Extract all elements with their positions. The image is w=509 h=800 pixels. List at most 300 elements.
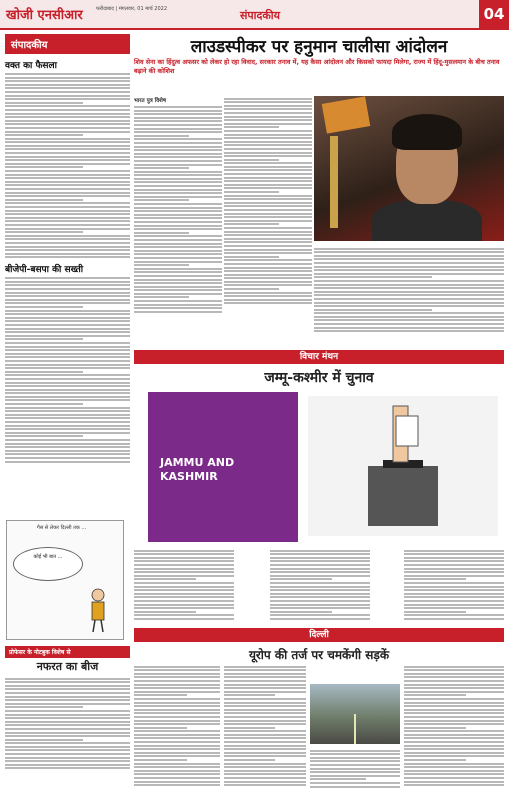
- text-line: [5, 753, 130, 755]
- text-line: [310, 786, 400, 788]
- text-line: [5, 706, 83, 708]
- story-title-2: बीजेपी-बसपा की सख्ती: [5, 265, 84, 276]
- text-line: [5, 432, 130, 434]
- text-line: [5, 159, 130, 161]
- text-line: [270, 604, 370, 606]
- text-line: [5, 760, 130, 762]
- text-line: [224, 101, 312, 103]
- text-line: [134, 149, 222, 151]
- text-line: [5, 714, 130, 716]
- text-line: [134, 253, 222, 255]
- text-line: [404, 607, 504, 609]
- text-line: [134, 666, 220, 668]
- text-line: [224, 169, 312, 171]
- text-line: [134, 128, 222, 130]
- text-line: [404, 578, 466, 580]
- person-body: [372, 200, 482, 241]
- text-line: [5, 767, 130, 769]
- text-line: [5, 302, 130, 304]
- text-line: [5, 392, 130, 394]
- text-line: [270, 607, 370, 609]
- text-line: [224, 155, 312, 157]
- text-line: [5, 256, 130, 258]
- text-line: [5, 242, 130, 244]
- text-line: [404, 730, 504, 732]
- text-line: [404, 727, 466, 729]
- text-line: [5, 353, 130, 355]
- text-line: [314, 319, 504, 321]
- text-line: [224, 116, 312, 118]
- cartoon-figure-icon: [83, 587, 113, 633]
- text-line: [224, 98, 312, 100]
- text-line: [5, 407, 130, 409]
- text-line: [310, 760, 400, 762]
- text-line: [134, 279, 222, 281]
- text-line: [310, 764, 400, 766]
- text-line: [270, 600, 370, 602]
- text-line: [224, 148, 312, 150]
- text-line: [224, 173, 312, 175]
- text-line: [134, 311, 222, 313]
- text-line: [134, 307, 222, 309]
- text-line: [5, 403, 83, 405]
- text-line: [5, 692, 130, 694]
- text-line: [5, 277, 130, 279]
- delhi-body-4: [310, 748, 400, 789]
- text-line: [5, 746, 130, 748]
- text-line: [314, 294, 504, 296]
- text-line: [134, 553, 234, 555]
- text-line: [224, 727, 275, 729]
- text-line: [134, 167, 189, 169]
- text-line: [134, 560, 234, 562]
- text-line: [134, 110, 222, 112]
- text-line: [310, 771, 400, 773]
- text-line: [134, 207, 222, 209]
- text-line: [224, 216, 312, 218]
- text-line: [5, 177, 130, 179]
- text-line: [5, 235, 130, 237]
- text-line: [5, 174, 130, 176]
- text-line: [5, 428, 130, 430]
- masthead: [0, 0, 509, 30]
- text-line: [224, 205, 312, 207]
- text-line: [134, 763, 220, 765]
- text-line: [224, 126, 279, 128]
- text-line: [224, 238, 312, 240]
- section-band-delhi: दिल्ली: [134, 628, 504, 642]
- text-line: [5, 131, 130, 133]
- text-line: [5, 457, 130, 459]
- text-line: [5, 374, 130, 376]
- text-line: [404, 716, 504, 718]
- text-line: [310, 778, 366, 780]
- text-line: [5, 73, 130, 75]
- text-line: [224, 720, 306, 722]
- text-line: [224, 123, 312, 125]
- text-line: [314, 316, 504, 318]
- text-line: [270, 553, 370, 555]
- text-line: [5, 192, 130, 194]
- lead-column-2-text: [224, 98, 312, 305]
- text-line: [134, 304, 222, 306]
- text-line: [224, 112, 312, 114]
- text-line: [5, 371, 83, 373]
- lead-photo: [314, 96, 504, 241]
- text-line: [5, 156, 130, 158]
- text-line: [224, 299, 312, 301]
- text-line: [134, 257, 222, 259]
- editorial-label: संपादकीय: [5, 34, 130, 54]
- text-line: [5, 443, 130, 445]
- text-line: [5, 749, 130, 751]
- text-line: [224, 748, 306, 750]
- text-line: [5, 735, 130, 737]
- text-line: [404, 734, 504, 736]
- text-line: [314, 287, 504, 289]
- text-line: [5, 414, 130, 416]
- text-line: [5, 105, 130, 107]
- text-line: [134, 564, 234, 566]
- text-line: [224, 234, 312, 236]
- text-line: [314, 269, 504, 271]
- text-line: [224, 745, 306, 747]
- text-line: [224, 680, 306, 682]
- text-line: [224, 691, 306, 693]
- text-line: [5, 739, 83, 741]
- text-line: [224, 184, 312, 186]
- text-line: [134, 289, 222, 291]
- text-line: [5, 685, 130, 687]
- text-line: [134, 676, 220, 678]
- lead-deck: शिव सेना का हिंदुत्व अफसर को लेकर हो रहा विवाद, सरकार तनाव में, यह कैसा आंदोलन और किसको फायदा मिलेगा, राज्य में हिंदू-मुसलमान के बीच तनाव बढ़ाने की कोशिश: [134, 58, 500, 75]
- text-line: [224, 687, 306, 689]
- text-line: [134, 264, 189, 266]
- text-line: [404, 600, 504, 602]
- text-line: [404, 705, 504, 707]
- text-line: [270, 560, 370, 562]
- text-line: [5, 764, 130, 766]
- text-line: [134, 593, 234, 595]
- text-line: [134, 228, 222, 230]
- text-line: [404, 702, 504, 704]
- text-line: [314, 291, 504, 293]
- text-line: [404, 568, 504, 570]
- text-line: [5, 152, 130, 154]
- text-line: [310, 782, 400, 784]
- text-line: [404, 676, 504, 678]
- text-line: [270, 589, 370, 591]
- text-line: [5, 446, 130, 448]
- delhi-headline: यूरोप की तर्ज पर चमकेंगी सड़कें: [248, 648, 390, 662]
- text-line: [5, 396, 130, 398]
- text-line: [404, 766, 504, 768]
- text-line: [5, 732, 130, 734]
- text-line: [404, 593, 504, 595]
- text-line: [404, 614, 504, 616]
- text-line: [5, 313, 130, 315]
- text-line: [310, 750, 400, 752]
- text-line: [270, 564, 370, 566]
- text-line: [224, 784, 306, 786]
- text-line: [134, 734, 220, 736]
- text-line: [224, 673, 306, 675]
- text-line: [404, 691, 504, 693]
- text-line: [134, 748, 220, 750]
- text-line: [224, 295, 312, 297]
- text-line: [134, 117, 222, 119]
- text-line: [270, 611, 332, 613]
- text-line: [134, 669, 220, 671]
- text-line: [224, 712, 306, 714]
- text-line: [134, 611, 196, 613]
- speech-bubble: कोई भी बात ...: [13, 547, 83, 581]
- text-line: [5, 728, 130, 730]
- text-line: [134, 705, 220, 707]
- page-number: 04: [479, 0, 509, 28]
- text-line: [310, 757, 400, 759]
- text-line: [224, 213, 312, 215]
- text-line: [5, 721, 130, 723]
- text-line: [134, 135, 189, 137]
- ballot-hand-icon: [308, 396, 498, 536]
- text-line: [5, 450, 130, 452]
- text-line: [404, 550, 504, 552]
- text-line: [5, 91, 130, 93]
- text-line: [5, 385, 130, 387]
- text-line: [224, 187, 312, 189]
- text-line: [314, 251, 504, 253]
- text-line: [5, 356, 130, 358]
- text-line: [224, 256, 279, 258]
- text-line: [224, 195, 312, 197]
- text-line: [224, 231, 312, 233]
- text-line: [134, 268, 222, 270]
- text-line: [5, 77, 130, 79]
- column-body: [5, 676, 130, 771]
- text-line: [404, 589, 504, 591]
- text-line: [224, 284, 312, 286]
- text-line: [224, 220, 312, 222]
- text-line: [134, 192, 222, 194]
- text-line: [5, 757, 130, 759]
- text-line: [404, 618, 504, 620]
- text-line: [224, 723, 306, 725]
- text-line: [270, 586, 370, 588]
- text-line: [270, 575, 370, 577]
- text-line: [5, 349, 130, 351]
- text-line: [224, 245, 312, 247]
- story-body-1: [5, 73, 130, 258]
- text-line: [5, 378, 130, 380]
- text-line: [224, 755, 306, 757]
- text-line: [404, 752, 504, 754]
- text-line: [134, 142, 222, 144]
- map-label-line-1: JAMMU AND: [160, 456, 235, 469]
- text-line: [404, 720, 504, 722]
- text-line: [404, 748, 504, 750]
- story-body-2: [5, 277, 130, 462]
- text-line: [134, 600, 234, 602]
- text-line: [5, 120, 130, 122]
- text-line: [404, 586, 504, 588]
- text-line: [224, 198, 312, 200]
- delhi-body-2: [224, 664, 306, 788]
- text-line: [224, 270, 312, 272]
- text-line: [224, 177, 312, 179]
- text-line: [224, 302, 312, 304]
- text-line: [134, 730, 220, 732]
- text-line: [310, 753, 400, 755]
- text-line: [404, 741, 504, 743]
- text-line: [134, 673, 220, 675]
- jk-map: [148, 392, 298, 542]
- text-line: [224, 288, 279, 290]
- text-line: [5, 246, 130, 248]
- text-line: [5, 188, 130, 190]
- text-line: [134, 293, 222, 295]
- text-line: [5, 717, 130, 719]
- editorial-cartoon: [6, 520, 124, 640]
- text-line: [5, 210, 130, 212]
- text-line: [5, 324, 130, 326]
- text-line: [404, 673, 504, 675]
- text-line: [134, 106, 222, 108]
- text-line: [404, 755, 504, 757]
- text-line: [134, 131, 222, 133]
- text-line: [310, 768, 400, 770]
- text-line: [5, 699, 130, 701]
- text-line: [270, 593, 370, 595]
- text-line: [134, 766, 220, 768]
- text-line: [314, 323, 504, 325]
- text-line: [134, 784, 220, 786]
- text-line: [5, 417, 130, 419]
- text-line: [134, 199, 189, 201]
- text-line: [224, 698, 306, 700]
- text-line: [314, 266, 504, 268]
- text-line: [5, 249, 130, 251]
- text-line: [224, 676, 306, 678]
- text-line: [224, 277, 312, 279]
- text-line: [134, 243, 222, 245]
- text-line: [5, 281, 130, 283]
- delhi-body-3: [404, 664, 504, 788]
- text-line: [314, 273, 504, 275]
- text-line: [134, 568, 234, 570]
- lead-column-2: [224, 96, 312, 338]
- text-line: [134, 755, 220, 757]
- text-line: [5, 399, 130, 401]
- text-line: [404, 698, 504, 700]
- text-line: [314, 255, 504, 257]
- text-line: [270, 596, 370, 598]
- text-line: [134, 261, 222, 263]
- text-line: [224, 191, 279, 193]
- text-line: [5, 338, 83, 340]
- text-line: [404, 575, 504, 577]
- text-line: [134, 146, 222, 148]
- text-line: [134, 702, 220, 704]
- text-line: [404, 777, 504, 779]
- text-line: [134, 716, 220, 718]
- text-line: [224, 709, 306, 711]
- text-line: [224, 694, 275, 696]
- text-line: [314, 276, 432, 278]
- text-line: [5, 228, 130, 230]
- text-line: [404, 770, 504, 772]
- text-line: [5, 184, 130, 186]
- text-line: [5, 435, 83, 437]
- text-line: [5, 306, 83, 308]
- text-line: [224, 162, 312, 164]
- jk-headline: जम्मू-कश्मीर में चुनाव: [264, 370, 374, 386]
- text-line: [5, 439, 130, 441]
- text-line: [134, 235, 222, 237]
- text-line: [5, 421, 130, 423]
- text-line: [404, 759, 466, 761]
- text-line: [134, 727, 187, 729]
- text-line: [5, 681, 130, 683]
- text-line: [5, 195, 130, 197]
- text-line: [5, 310, 130, 312]
- text-line: [5, 170, 130, 172]
- text-line: [134, 575, 234, 577]
- byline: भारत पुत्र विशेष: [134, 98, 167, 104]
- text-line: [134, 723, 220, 725]
- text-line: [5, 80, 130, 82]
- text-line: [5, 138, 130, 140]
- delhi-body-1: [134, 664, 220, 788]
- person-hair: [392, 114, 462, 150]
- text-line: [134, 225, 222, 227]
- text-line: [224, 734, 306, 736]
- text-line: [134, 684, 220, 686]
- text-line: [5, 217, 130, 219]
- mace-shape: [330, 136, 338, 228]
- text-line: [224, 292, 312, 294]
- text-line: [134, 752, 220, 754]
- text-line: [5, 87, 130, 89]
- text-line: [224, 730, 306, 732]
- text-line: [404, 669, 504, 671]
- text-line: [5, 696, 130, 698]
- text-line: [270, 550, 370, 552]
- text-line: [404, 784, 504, 786]
- text-line: [5, 231, 83, 233]
- text-line: [5, 102, 83, 104]
- text-line: [224, 108, 312, 110]
- text-line: [224, 752, 306, 754]
- text-line: [134, 221, 222, 223]
- text-line: [5, 206, 130, 208]
- text-line: [5, 425, 130, 427]
- text-line: [5, 98, 130, 100]
- text-line: [5, 113, 130, 115]
- text-line: [134, 741, 220, 743]
- text-line: [134, 737, 220, 739]
- text-line: [134, 138, 222, 140]
- text-line: [404, 666, 504, 668]
- map-label: [160, 456, 234, 484]
- text-line: [134, 275, 222, 277]
- text-line: [224, 130, 312, 132]
- text-line: [5, 163, 130, 165]
- text-line: [5, 299, 130, 301]
- text-line: [134, 286, 222, 288]
- text-line: [5, 127, 130, 129]
- text-line: [224, 223, 279, 225]
